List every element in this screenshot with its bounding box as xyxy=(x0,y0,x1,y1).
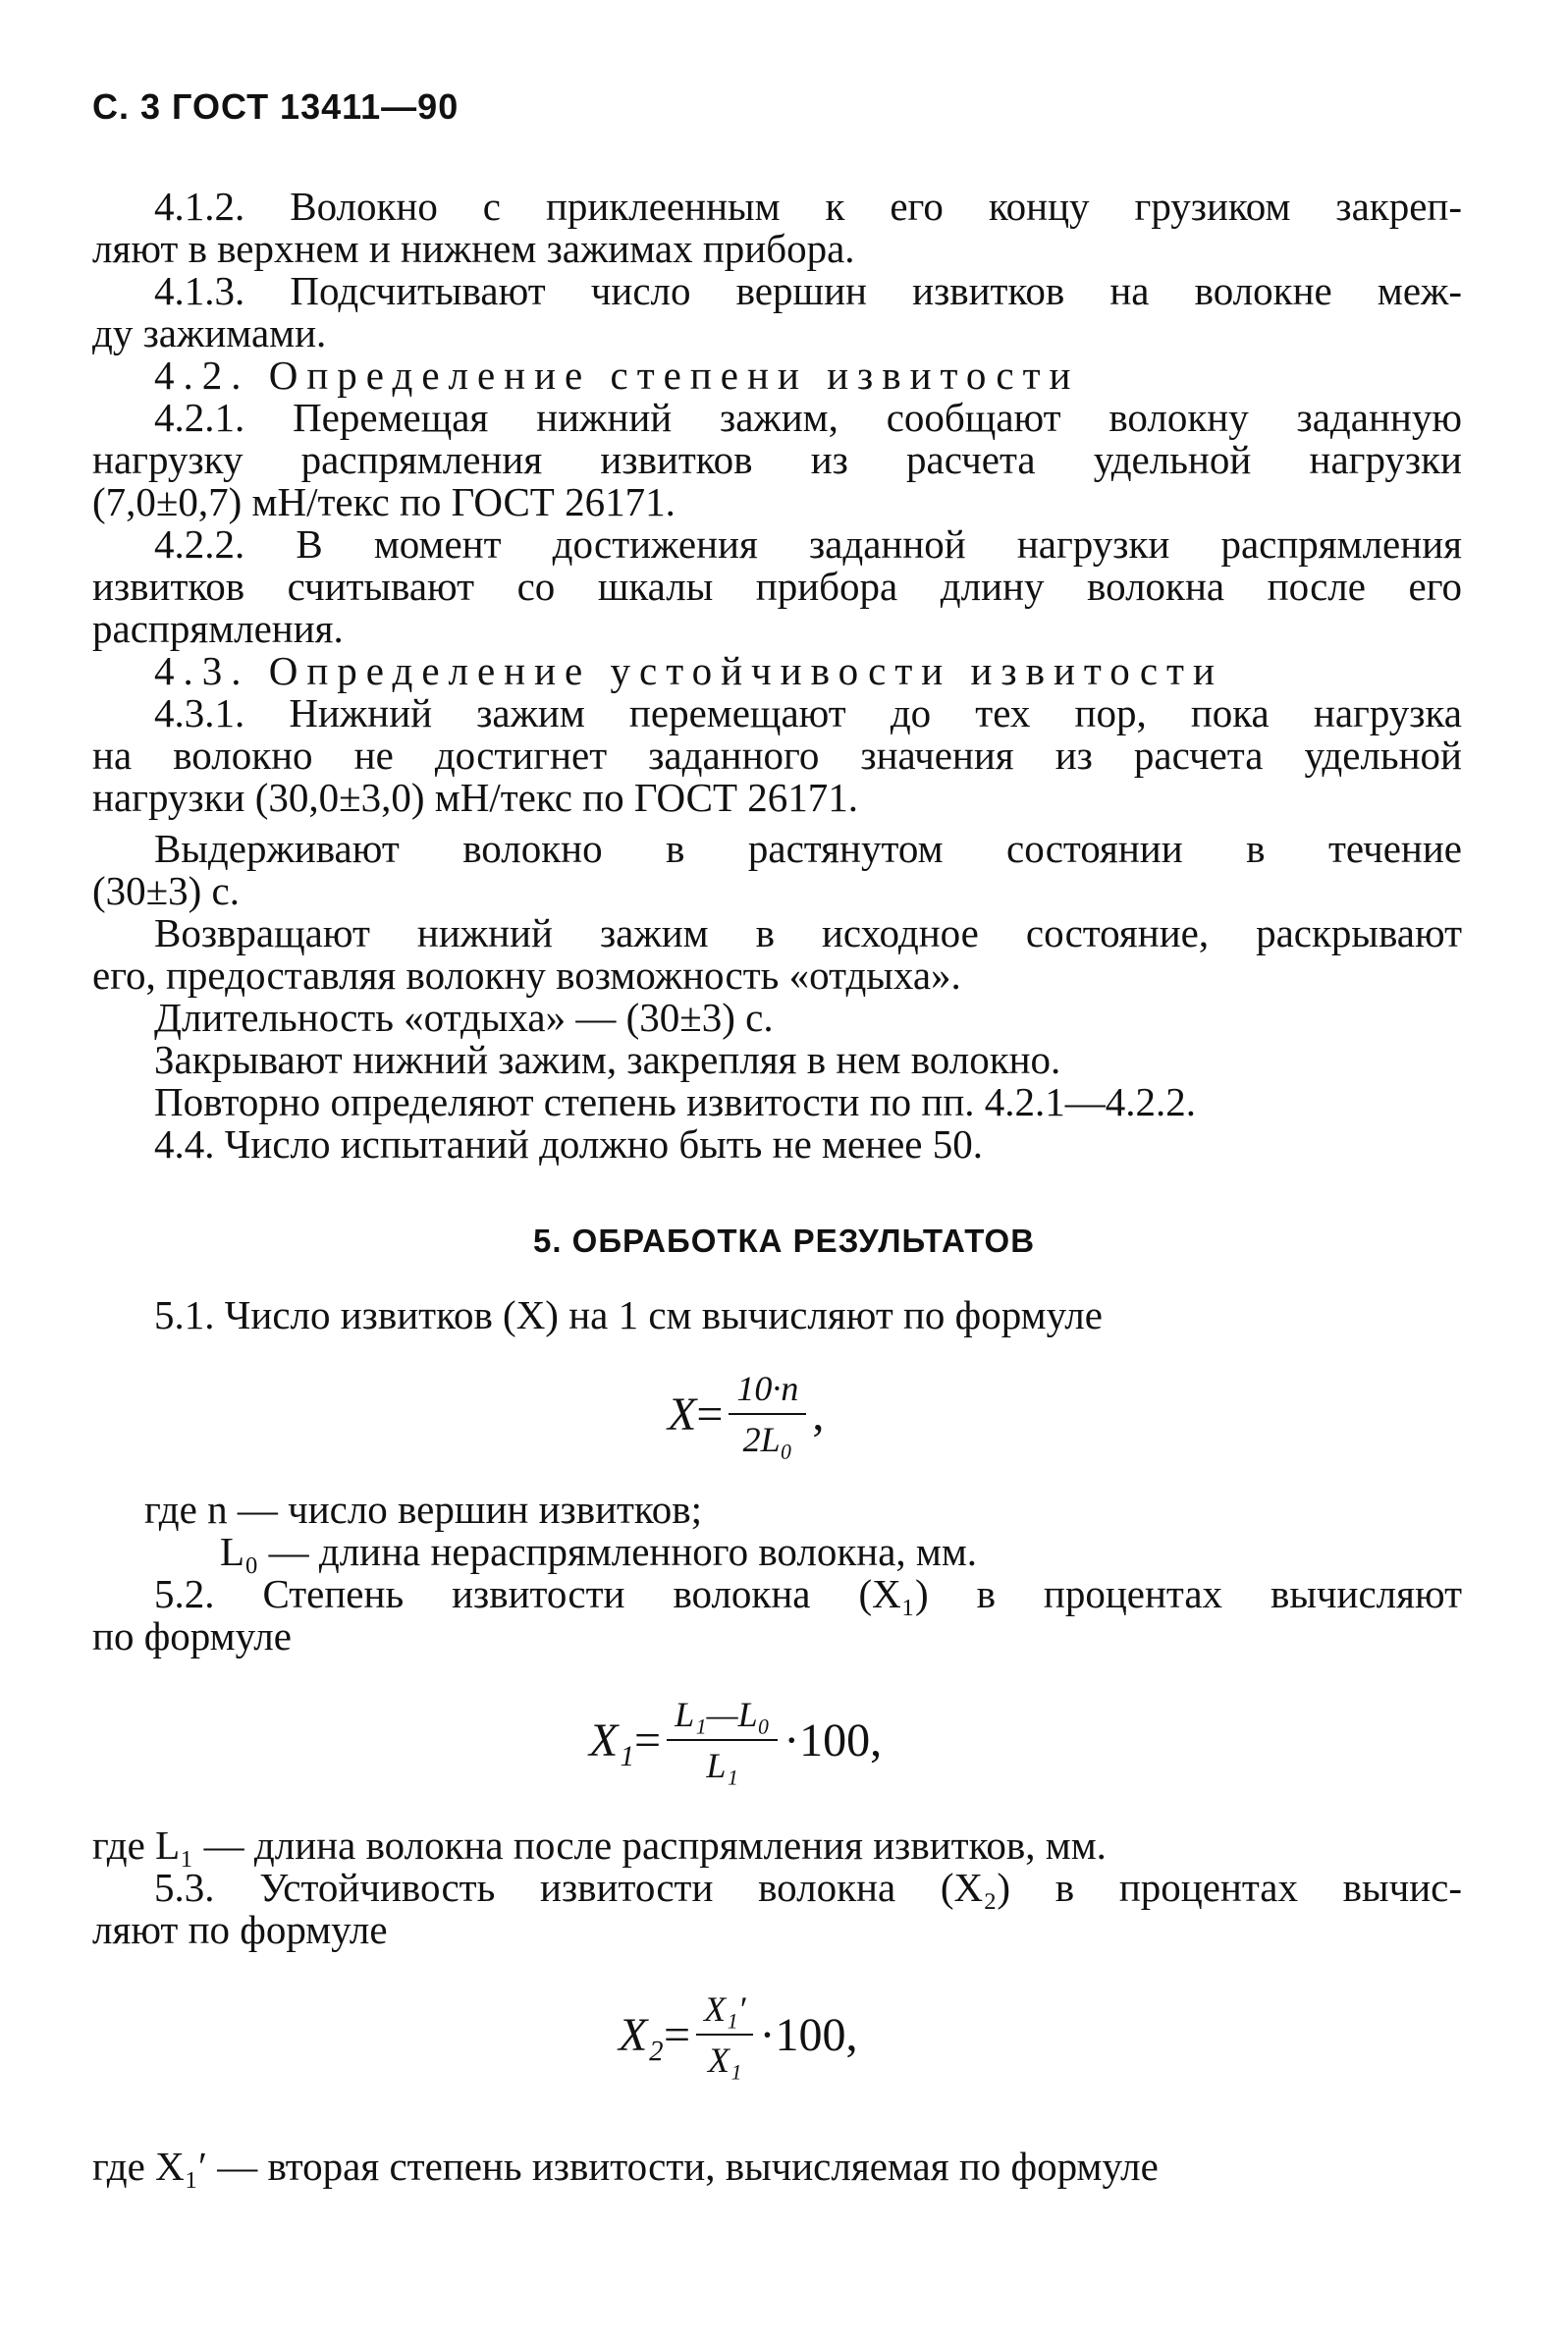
formula-crimp-stability xyxy=(619,1988,857,2081)
text-line: (30±3) с. xyxy=(92,868,241,913)
formula-denominator: L₁ xyxy=(706,1746,738,1785)
text-line: 4.2.2. В момент достижения заданной нагрузки распрямления xyxy=(154,521,1462,567)
text-line: ляют в верхнем и нижнем зажимах прибора. xyxy=(92,226,855,271)
formula-crimp-count xyxy=(668,1368,824,1460)
formula-numerator: X₁′ xyxy=(704,1989,746,2029)
formula-fraction xyxy=(696,1988,753,2081)
text-line: где X₁′ — вторая степень извитости, вычисляемая по формуле xyxy=(92,2144,1159,2189)
text-line: L₀ — длина нераспрямленного волокна, мм. xyxy=(220,1529,978,1574)
formula-equals: = xyxy=(634,1713,662,1767)
page-header: С. 3 ГОСТ 13411—90 xyxy=(92,86,460,127)
text-line: где L₁ — длина волокна после распрямления извитков, мм. xyxy=(92,1822,1107,1868)
formula-equals: = xyxy=(664,2008,691,2061)
formula-equals: = xyxy=(696,1387,724,1441)
text-line: 5.3. Устойчивость извитости волокна (X₂) в процентах вычис- xyxy=(154,1865,1462,1910)
text-line: 4.2.1. Перемещая нижний зажим, сообщают волокну заданную xyxy=(154,395,1462,440)
text-line: 4.4. Число испытаний должно быть не менее 50. xyxy=(154,1121,984,1167)
formula-numerator: L₁—L₀ xyxy=(675,1695,771,1734)
text-line: извитков считывают со шкалы прибора длину волокна после его xyxy=(92,564,1462,609)
formula-denominator: 2L₀ xyxy=(742,1420,793,1459)
section-title: 5. ОБРАБОТКА РЕЗУЛЬТАТОВ xyxy=(532,1223,1036,1259)
text-line: нагрузку распрямления извитков из расчета удельной нагрузки xyxy=(92,437,1462,482)
text-line: ду зажимами. xyxy=(92,310,327,355)
text-line: 4.1.2. Волокно с приклеенным к его концу грузиком закреп- xyxy=(154,184,1462,229)
formula-fraction xyxy=(667,1694,778,1786)
text-line: распрямления. xyxy=(92,606,344,651)
text-line: ляют по формуле xyxy=(92,1907,388,1952)
text-line: 5.2. Степень извитости волокна (X₁) в процентах вычисляют xyxy=(154,1571,1462,1616)
formula-lhs: X₁ xyxy=(589,1713,635,1767)
formula-tail: ·100, xyxy=(759,2008,858,2061)
text-line: 5.1. Число извитков (X) на 1 см вычисляют по формуле xyxy=(154,1292,1103,1337)
formula-denominator: X₁ xyxy=(708,2040,742,2080)
text-line: Возвращают нижний зажим в исходное состояние, раскрывают xyxy=(154,910,1462,955)
text-line: Закрывают нижний зажим, закрепляя в нем волокно. xyxy=(154,1037,1061,1082)
text-line: Повторно определяют степень извитости по пп. 4.2.1—4.2.2. xyxy=(154,1079,1197,1124)
formula-tail: ·100, xyxy=(784,1713,883,1767)
text-line: 4.1.3. Подсчитывают число вершин извитков на волокне меж- xyxy=(154,268,1462,313)
subsection-heading: 4.2. Определение степени извитости xyxy=(154,353,1080,398)
subsection-heading: 4.3. Определение устойчивости извитости xyxy=(154,648,1223,693)
formula-lhs: X xyxy=(668,1387,697,1441)
text-line: Выдерживают волокно в растянутом состоянии в течение xyxy=(154,826,1462,871)
formula-tail: , xyxy=(812,1387,825,1441)
text-line: на волокно не достигнет заданного значения из расчета удельной xyxy=(92,733,1462,778)
text-line: Длительность «отдыха» — (30±3) с. xyxy=(154,995,774,1040)
text-line: его, предоставляя волокну возможность «отдыха». xyxy=(92,952,961,998)
formula-fraction xyxy=(729,1368,806,1460)
text-line: (7,0±0,7) мН/текс по ГОСТ 26171. xyxy=(92,479,676,524)
text-line: 4.3.1. Нижний зажим перемещают до тех пор, пока нагрузка xyxy=(154,690,1462,735)
text-line: по формуле xyxy=(92,1613,292,1659)
formula-crimp-degree xyxy=(589,1694,882,1786)
formula-numerator: 10·n xyxy=(736,1369,799,1408)
text-line: где n — число вершин извитков; xyxy=(144,1487,703,1532)
formula-lhs: X₂ xyxy=(619,2008,665,2061)
text-line: нагрузки (30,0±3,0) мН/текс по ГОСТ 26171. xyxy=(92,775,859,820)
